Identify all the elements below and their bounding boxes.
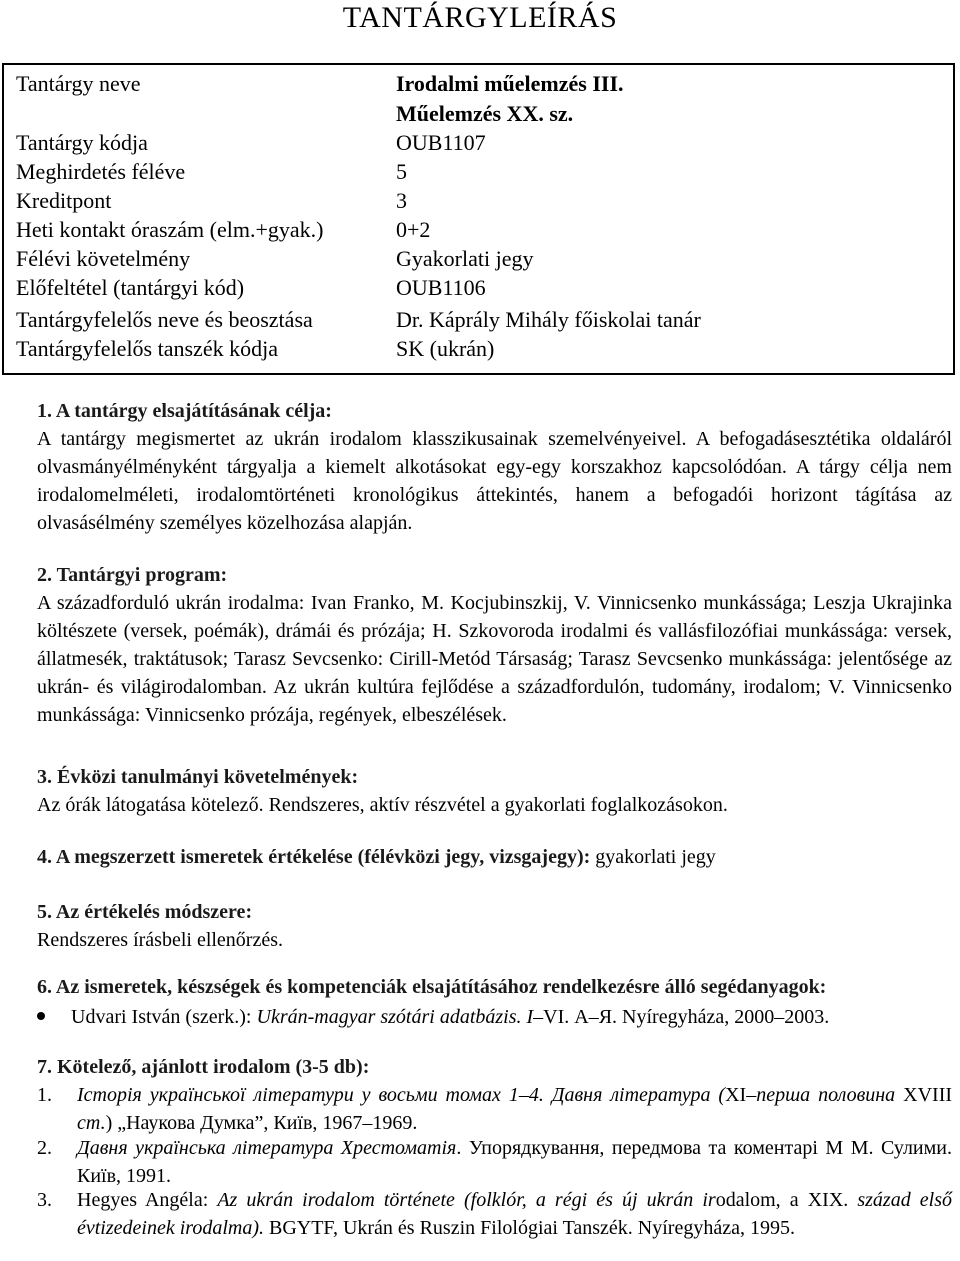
info-label: Kreditpont [16, 188, 112, 213]
info-value: OUB1107 [396, 130, 486, 155]
section-value: gyakorlati jegy [595, 846, 716, 868]
resource-details: –VI. А–Я. Nyíregyháza, 2000–2003. [533, 1006, 830, 1028]
section-1 [37, 397, 952, 537]
reference-number: 3. [37, 1189, 52, 1211]
resource-author: Udvari István (szerk.): [71, 1006, 257, 1028]
info-value: 3 [396, 188, 407, 213]
page-title: TANTÁRGYLEÍRÁS [342, 1, 618, 34]
section-body: Az órák látogatása kötelező. Rendszeres, aktív részvétel a gyakorlati foglalkozásokon. [37, 794, 728, 816]
section-heading: 7. Kötelező, ajánlott irodalom (3-5 db): [37, 1056, 370, 1078]
info-label: Tantárgy neve [16, 71, 141, 96]
section-heading: 2. Tantárgyi program: [37, 564, 228, 586]
section-body: A századforduló ukrán irodalma: Ivan Franko, M. Kocjubinszkij, V. Vinnicsenko munkássága; Leszja Ukrajinka költészete (versek, poémák), drámái és prózája; H. Szkovoroda irodalmi és vallásfilozófiai munkássága: versek, állatmesék, traktátusok; Tarasz Sevcsenko: Cirill-Metód Társaság; Tarasz Sevcsenko munkássága: jelentősége az ukrán- és világirodalomban. Az ukrán kultúra fejlődése a századfordulón, tudomány, irodalom; V. Vinnicsenko munkássága: Vinnicsenko prózája, regények, elbeszélések. [37, 592, 952, 726]
resource-item [37, 1003, 829, 1031]
info-label: Meghirdetés féléve [16, 159, 186, 184]
info-value: 0+2 [396, 217, 431, 242]
section-5 [37, 898, 952, 954]
info-value: OUB1106 [396, 275, 486, 300]
info-label: Tantárgyfelelős neve és beosztása [16, 307, 313, 332]
info-row-hours [16, 215, 431, 244]
info-row-code [16, 128, 486, 157]
section-heading: 3. Évközi tanulmányi követelmények: [37, 766, 359, 788]
reference-text: Історія української літератури у восьми томах 1–4. Давня література (XI–перша половина XVIII ст.) „Наукова Думка”, Київ, 1967–1969. [77, 1084, 953, 1134]
info-value: Műelemzés XX. sz. [396, 101, 574, 126]
section-heading: 1. A tantárgy elsajátításának célja: [37, 400, 332, 422]
info-row-name [16, 69, 624, 98]
reference-number: 2. [37, 1137, 52, 1159]
info-value: Gyakorlati jegy [396, 246, 534, 271]
reference-item [37, 1134, 952, 1190]
reference-item [37, 1186, 952, 1242]
info-row-prerequisite [16, 273, 486, 302]
reference-text: Давня українська література Хрестоматія. Упорядкування, передмова та коментарі М М. Сулими. Київ, 1991. [77, 1137, 952, 1187]
bullet-icon [37, 1012, 45, 1020]
section-body: A tantárgy megismertet az ukrán irodalom klasszikusainak szemelvényeivel. A befogadásesztétika oldaláról olvasmányélményként tárgyalja a kiemelt alkotásokat egy-egy korszakhoz kapcsolódóan. A tárgy célja nem irodalomelméleti, irodalomtörténeti kronológikus áttekintés, hanem a befogadói horizont tágítása az olvasásélmény személyes közelhozása alapján. [37, 428, 952, 534]
reference-item [37, 1081, 952, 1137]
info-value: Irodalmi műelemzés III. [396, 71, 624, 96]
section-7 [37, 1053, 952, 1081]
info-value: SK (ukrán) [396, 336, 495, 361]
section-heading: 6. Az ismeretek, készségek és kompetenciák elsajátításához rendelkezésre álló segédanyagok: [37, 976, 827, 998]
section-body: Rendszeres írásbeli ellenőrzés. [37, 929, 284, 951]
info-label: Heti kontakt óraszám (elm.+gyak.) [16, 217, 324, 242]
info-value: Dr. Káprály Mihály főiskolai tanár [396, 307, 701, 332]
info-row-semester [16, 157, 407, 186]
section-heading: 5. Az értékelés módszere: [37, 901, 253, 923]
reference-number: 1. [37, 1084, 52, 1106]
section-6 [37, 973, 952, 1001]
reference-text: Hegyes Angéla: Az ukrán irodalom története (folklór, a régi és új ukrán irodalom, a XIX. század első évtizedeinek irodalma). BGYTF, Ukrán és Ruszin Filológiai Tanszék. Nyíregyháza, 1995. [77, 1189, 952, 1239]
info-row-department [16, 334, 495, 363]
resource-title: Ukrán-magyar szótári adatbázis. I [256, 1006, 534, 1028]
section-2 [37, 561, 952, 729]
info-label: Félévi követelmény [16, 246, 191, 271]
info-label: Tantárgy kódja [16, 130, 148, 155]
section-heading: 4. A megszerzett ismeretek értékelése (félévközi jegy, vizsgajegy): [37, 846, 591, 868]
section-3 [37, 763, 952, 819]
section-4 [37, 843, 952, 871]
info-row-responsible [16, 305, 701, 334]
info-value: 5 [396, 159, 407, 184]
info-label: Tantárgyfelelős tanszék kódja [16, 336, 278, 361]
info-row-requirement [16, 244, 534, 273]
info-label: Előfeltétel (tantárgyi kód) [16, 275, 245, 300]
info-row-credit [16, 186, 407, 215]
